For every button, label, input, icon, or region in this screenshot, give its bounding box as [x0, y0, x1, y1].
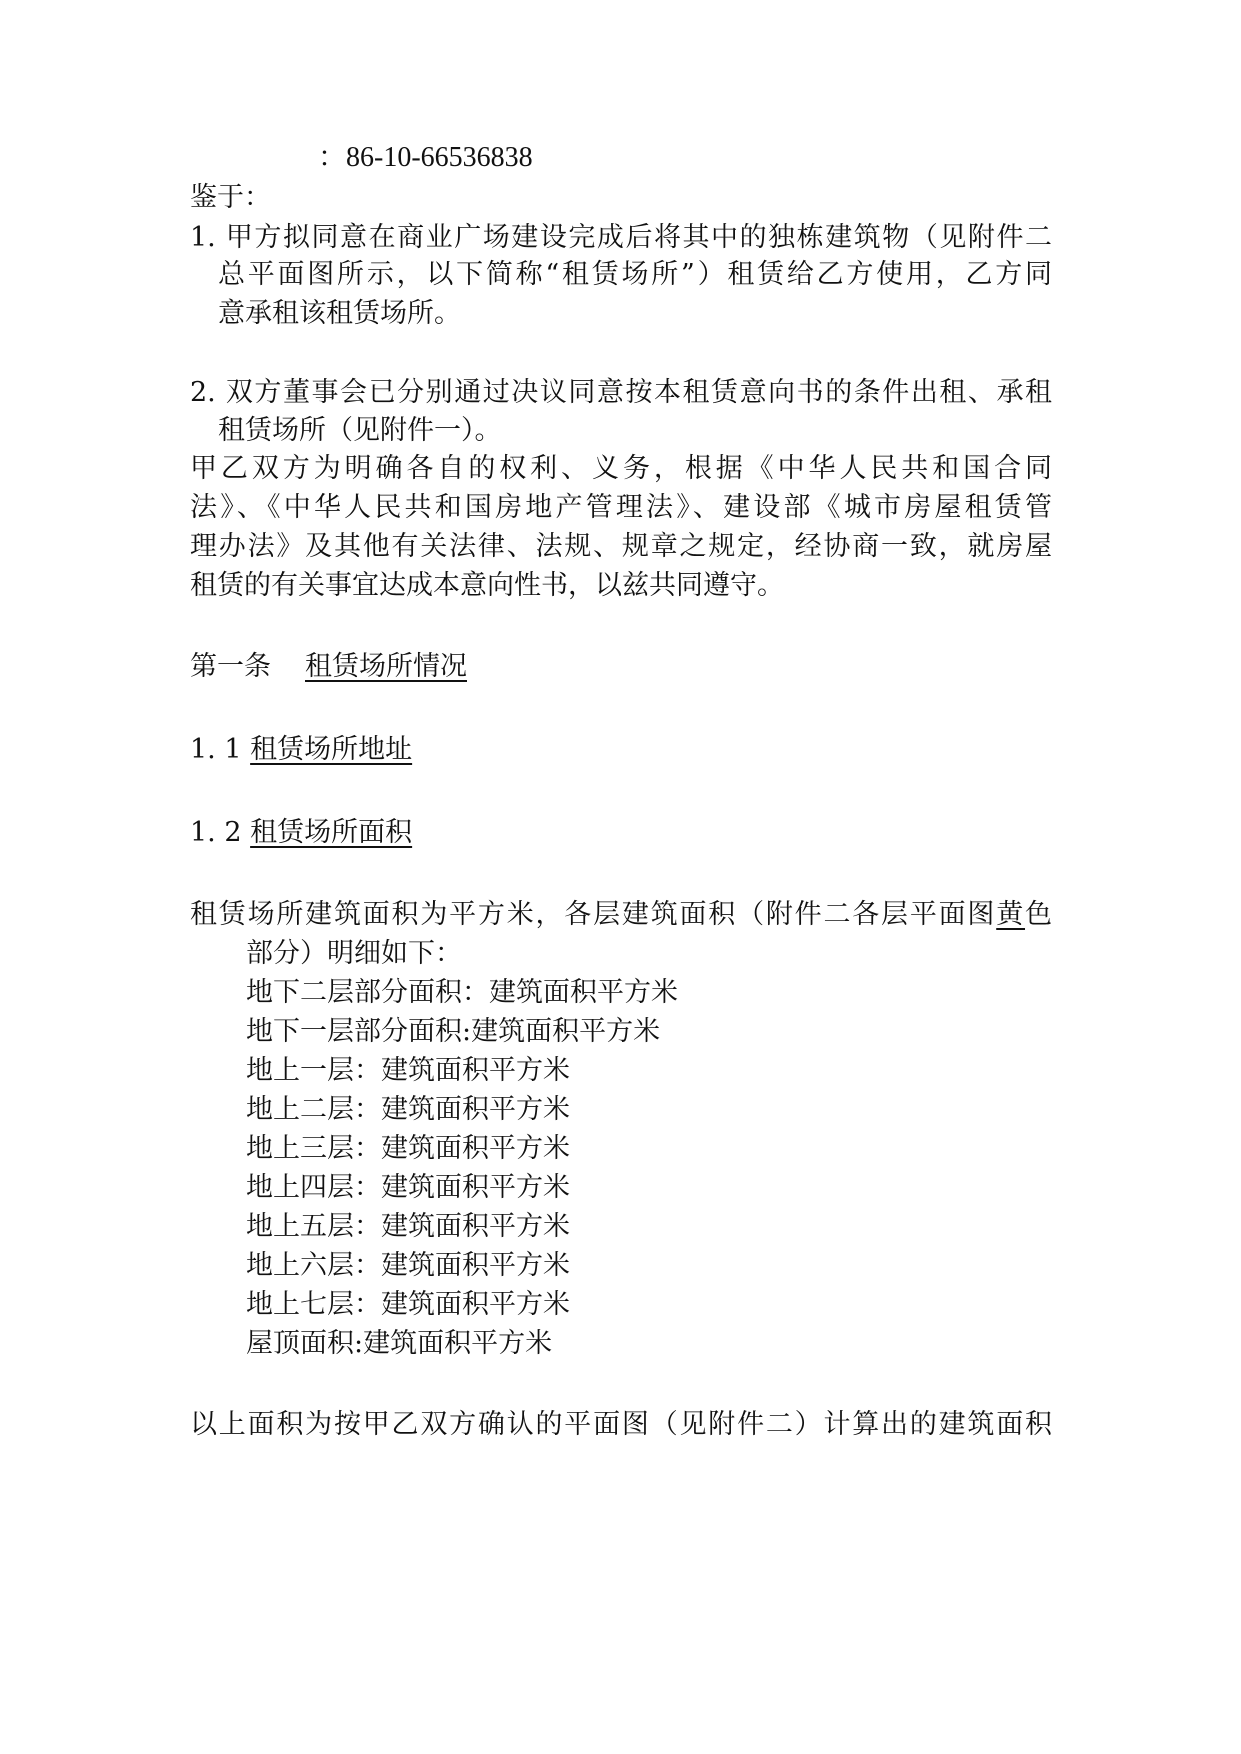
floor-area-item: 地下二层部分面积：建筑面积平方米 — [246, 977, 678, 1008]
section-1-2-heading — [190, 815, 412, 851]
section-1-1-heading — [190, 732, 412, 768]
whereas-label: 鉴于： — [190, 182, 271, 213]
whereas-item-1-line-1: 1. 甲方拟同意在商业广场建设完成后将其中的独栋建筑物（见附件二 — [190, 222, 1052, 253]
floor-area-item: 地上三层：建筑面积平方米 — [246, 1133, 570, 1164]
floor-area-item: 地上一层：建筑面积平方米 — [246, 1055, 570, 1086]
floor-area-item: 地上四层：建筑面积平方米 — [246, 1172, 570, 1203]
floor-area-item: 地上六层：建筑面积平方米 — [246, 1250, 570, 1281]
floor-area-item: 地上七层：建筑面积平方米 — [246, 1289, 570, 1320]
area-intro-line-1 — [190, 897, 1052, 933]
article-1-number: 第一条 — [190, 651, 271, 682]
floor-area-item: 屋顶面积:建筑面积平方米 — [246, 1328, 553, 1359]
preamble-line-2: 法》、《中华人民共和国房地产管理法》、建设部《城市房屋租赁管 — [190, 492, 1052, 523]
article-1-title: 租赁场所情况 — [305, 651, 467, 682]
whereas-item-2-line-1: 2. 双方董事会已分别通过决议同意按本租赁意向书的条件出租、承租 — [190, 377, 1052, 408]
section-1-1-number: 1. 1 — [190, 734, 242, 765]
section-1-1-title: 租赁场所地址 — [250, 734, 413, 765]
floor-area-item: 地下一层部分面积:建筑面积平方米 — [246, 1016, 661, 1047]
whereas-item-1-line-2: 总平面图所示，以下简称“租赁场所”）租赁给乙方使用，乙方同 — [218, 259, 1052, 290]
phone-number: ：86-10-66536838 — [318, 142, 533, 173]
article-1-heading — [190, 649, 467, 685]
preamble-line-4: 租赁的有关事宜达成本意向性书，以兹共同遵守。 — [190, 570, 784, 601]
area-intro-text-end: 色 — [1025, 899, 1053, 930]
whereas-item-1-line-3: 意承租该租赁场所。 — [218, 298, 461, 329]
area-intro-text: 租赁场所建筑面积为平方米，各层建筑面积（附件二各层平面图 — [190, 899, 997, 930]
section-1-2-number: 1. 2 — [190, 817, 242, 848]
floor-area-item: 地上五层：建筑面积平方米 — [246, 1211, 570, 1242]
floor-area-item: 地上二层：建筑面积平方米 — [246, 1094, 570, 1125]
whereas-item-2-line-2: 租赁场所（见附件一）。 — [218, 415, 502, 446]
area-closing-line: 以上面积为按甲乙双方确认的平面图（见附件二）计算出的建筑面积 — [190, 1409, 1052, 1440]
area-intro-line-2: 部分）明细如下： — [246, 938, 462, 969]
area-intro-underlined-word: 黄 — [996, 899, 1026, 930]
preamble-line-1: 甲乙双方为明确各自的权利、义务，根据《中华人民共和国合同 — [190, 453, 1052, 484]
section-1-2-title: 租赁场所面积 — [250, 817, 413, 848]
preamble-line-3: 理办法》及其他有关法律、法规、规章之规定，经协商一致，就房屋 — [190, 531, 1052, 562]
